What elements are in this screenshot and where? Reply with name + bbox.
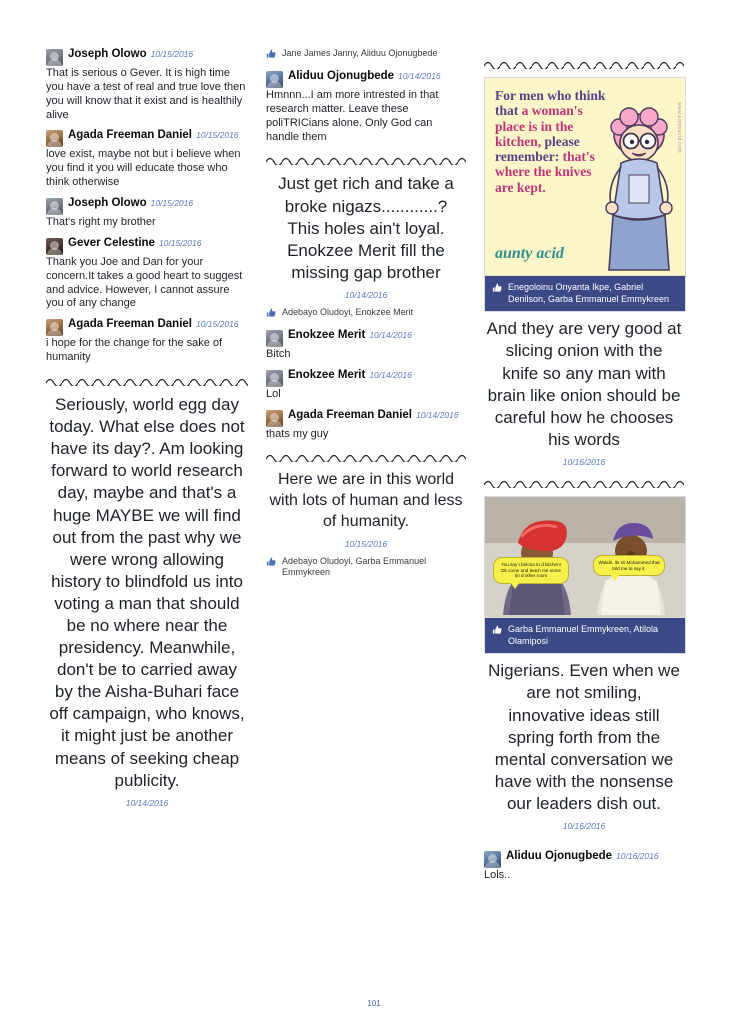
likes-names: Garba Emmanuel Emmykreen, Atilola Olamiposi xyxy=(508,623,659,646)
cartoon-caption xyxy=(495,88,607,195)
political-photo xyxy=(485,497,685,618)
post-status-text: Just get rich and take a broke nigazs............? This holes ain't loyal. Enokzee Merit fill the missing gap brother xyxy=(278,174,454,282)
comment-author: Joseph Olowo xyxy=(68,197,147,210)
comment-item xyxy=(266,369,466,402)
post-status-text: Seriously, world egg day today. What else does not have its day?. Am looking forward to world research day, maybe and that's a huge MAYBE we will find out from the past why we were wrong allowing history to blindfold us into voting a man that should be no where near the presidency. Meanwhile, don't be to carried away by the Aisha-Buhari face off campaign, who knows, it might just be another means of seeking cheap publicity. xyxy=(49,395,245,790)
column-right xyxy=(484,48,684,890)
comment-text: Lols.. xyxy=(484,868,511,881)
thumbs-up-icon xyxy=(492,625,503,636)
thumbs-up-icon xyxy=(266,49,277,60)
post-date: 10/14/2016 xyxy=(125,797,169,808)
likes-names: Adebayo Oludoyi, Enokzee Merit xyxy=(282,306,414,317)
cartoon-credit: www.auntyacid.com xyxy=(676,102,682,153)
likes-names: Adebayo Oludoyi, Garba Emmanuel Emmykreen xyxy=(282,555,427,578)
speech-bubble-right: Walahi, its Izi Mohammed that told me to say it. xyxy=(593,555,665,576)
comment-date: 10/14/2016 xyxy=(415,409,459,420)
cartoon-brand: aunty acid xyxy=(495,245,564,262)
likes-row xyxy=(266,556,466,579)
three-column-layout xyxy=(46,48,702,890)
post-date: 10/15/2016 xyxy=(344,538,388,549)
comment-text: love exist, maybe not but i believe when you find it you will educate those who think otherwise xyxy=(46,148,241,189)
comment-date: 10/14/2016 xyxy=(369,369,412,380)
post-status-text: Here we are in this world with lots of human and less of humanity. xyxy=(269,471,463,531)
avatar xyxy=(46,130,63,147)
comment-date: 10/15/2016 xyxy=(195,130,239,141)
post-status-text: And they are very good at slicing onion with the knife so any man with brain like onion should be careful how he chooses his words xyxy=(486,319,682,449)
comment-date: 10/15/2016 xyxy=(150,49,194,59)
comment-author: Aliduu Ojonugbede xyxy=(506,849,613,862)
aunty-acid-cartoon xyxy=(485,78,685,276)
comment-author: Enokzee Merit xyxy=(288,368,366,381)
cartoon-line-1: For men who think that xyxy=(495,88,606,119)
page-number: 101 xyxy=(367,999,381,1008)
comment-item xyxy=(266,70,466,144)
comment-text: Hmnnn...I am more intrested in that research matter. Leave these poliTRICians alone. Only God can handle them xyxy=(266,89,439,143)
comment-item xyxy=(266,409,466,442)
comment-text: i hope for the change for the sake of humanity xyxy=(46,337,223,364)
comment-item xyxy=(46,197,248,230)
comment-item xyxy=(46,237,248,311)
comment-author: Agada Freeman Daniel xyxy=(68,129,192,142)
comment-date: 10/15/2016 xyxy=(158,237,202,248)
post-date: 10/14/2016 xyxy=(344,289,388,300)
comment-date: 10/14/2016 xyxy=(398,71,441,81)
cartoon-character-illustration xyxy=(599,105,677,275)
section-divider xyxy=(266,451,466,462)
avatar xyxy=(266,71,283,88)
section-divider xyxy=(484,58,684,69)
comment-text: Lol xyxy=(266,387,281,400)
likes-row xyxy=(266,307,466,319)
avatar xyxy=(266,370,283,387)
avatar xyxy=(266,410,283,427)
comment-author: Joseph Olowo xyxy=(68,48,147,60)
avatar xyxy=(266,330,283,347)
cartoon-line-3: please remember: xyxy=(495,133,580,164)
comment-date: 10/15/2016 xyxy=(195,319,239,330)
avatar xyxy=(46,198,63,215)
likes-row xyxy=(266,48,466,60)
speech-bubble-left: You say I belona to d kitchen! Ok come and teach me some tin d other room xyxy=(493,557,569,584)
column-left xyxy=(46,48,248,815)
post-date: 10/16/2016 xyxy=(562,820,606,831)
comment-date: 10/16/2016 xyxy=(616,850,659,861)
avatar xyxy=(46,238,63,255)
section-divider xyxy=(484,477,684,488)
comment-text: That's right my brother xyxy=(46,216,156,229)
likes-names: Jane James Janny, Aliduu Ojonugbede xyxy=(282,48,438,58)
post-status-text: Nigerians. Even when we are not smiling, innovative ideas still spring forth from the mental conversation we have with the nonsense our leaders dish out. xyxy=(488,661,680,813)
comment-author: Aliduu Ojonugbede xyxy=(288,70,395,82)
image-post-card[interactable] xyxy=(484,77,686,312)
comment-text: Bitch xyxy=(266,347,291,360)
cartoon-line-2: a woman's place is in the kitchen, xyxy=(495,103,583,149)
cartoon-line-4: that's where the knives are kept. xyxy=(495,149,595,195)
section-divider xyxy=(266,154,466,165)
image-post-card[interactable] xyxy=(484,496,686,654)
comment-text: thats my guy xyxy=(266,427,329,440)
comment-item xyxy=(46,48,248,122)
likes-names: Enegoloinu Onyanta Ikpe, Gabriel Denilson, Garba Emmanuel Emmykreen xyxy=(508,282,670,304)
comment-text: That is serious o Gever. It is high time you have a test of real and true love then you will know that it exist and is healthily alive xyxy=(46,67,246,121)
avatar xyxy=(46,319,63,336)
card-likes-footer xyxy=(485,276,685,311)
thumbs-up-icon xyxy=(492,283,503,294)
avatar xyxy=(484,851,501,868)
post-date: 10/16/2016 xyxy=(562,456,606,467)
thumbs-up-icon xyxy=(266,308,277,319)
thumbs-up-icon xyxy=(266,557,277,568)
comment-text: Thank you Joe and Dan for your concern.It takes a good heart to suggest and advice. However, I cannot assure you of any change xyxy=(46,255,243,310)
comment-date: 10/15/2016 xyxy=(150,198,194,209)
comment-author: Enokzee Merit xyxy=(288,328,366,341)
comment-author: Gever Celestine xyxy=(68,236,155,249)
avatar xyxy=(46,49,63,66)
comment-author: Agada Freeman Daniel xyxy=(68,318,192,331)
comment-item xyxy=(266,329,466,362)
card-likes-footer xyxy=(485,618,685,653)
comment-item xyxy=(46,318,248,365)
comment-author: Agada Freeman Daniel xyxy=(288,408,412,421)
comment-item xyxy=(46,129,248,190)
section-divider xyxy=(46,375,248,386)
comment-item xyxy=(484,850,684,883)
column-middle xyxy=(266,48,466,582)
comment-date: 10/14/2016 xyxy=(369,329,412,340)
